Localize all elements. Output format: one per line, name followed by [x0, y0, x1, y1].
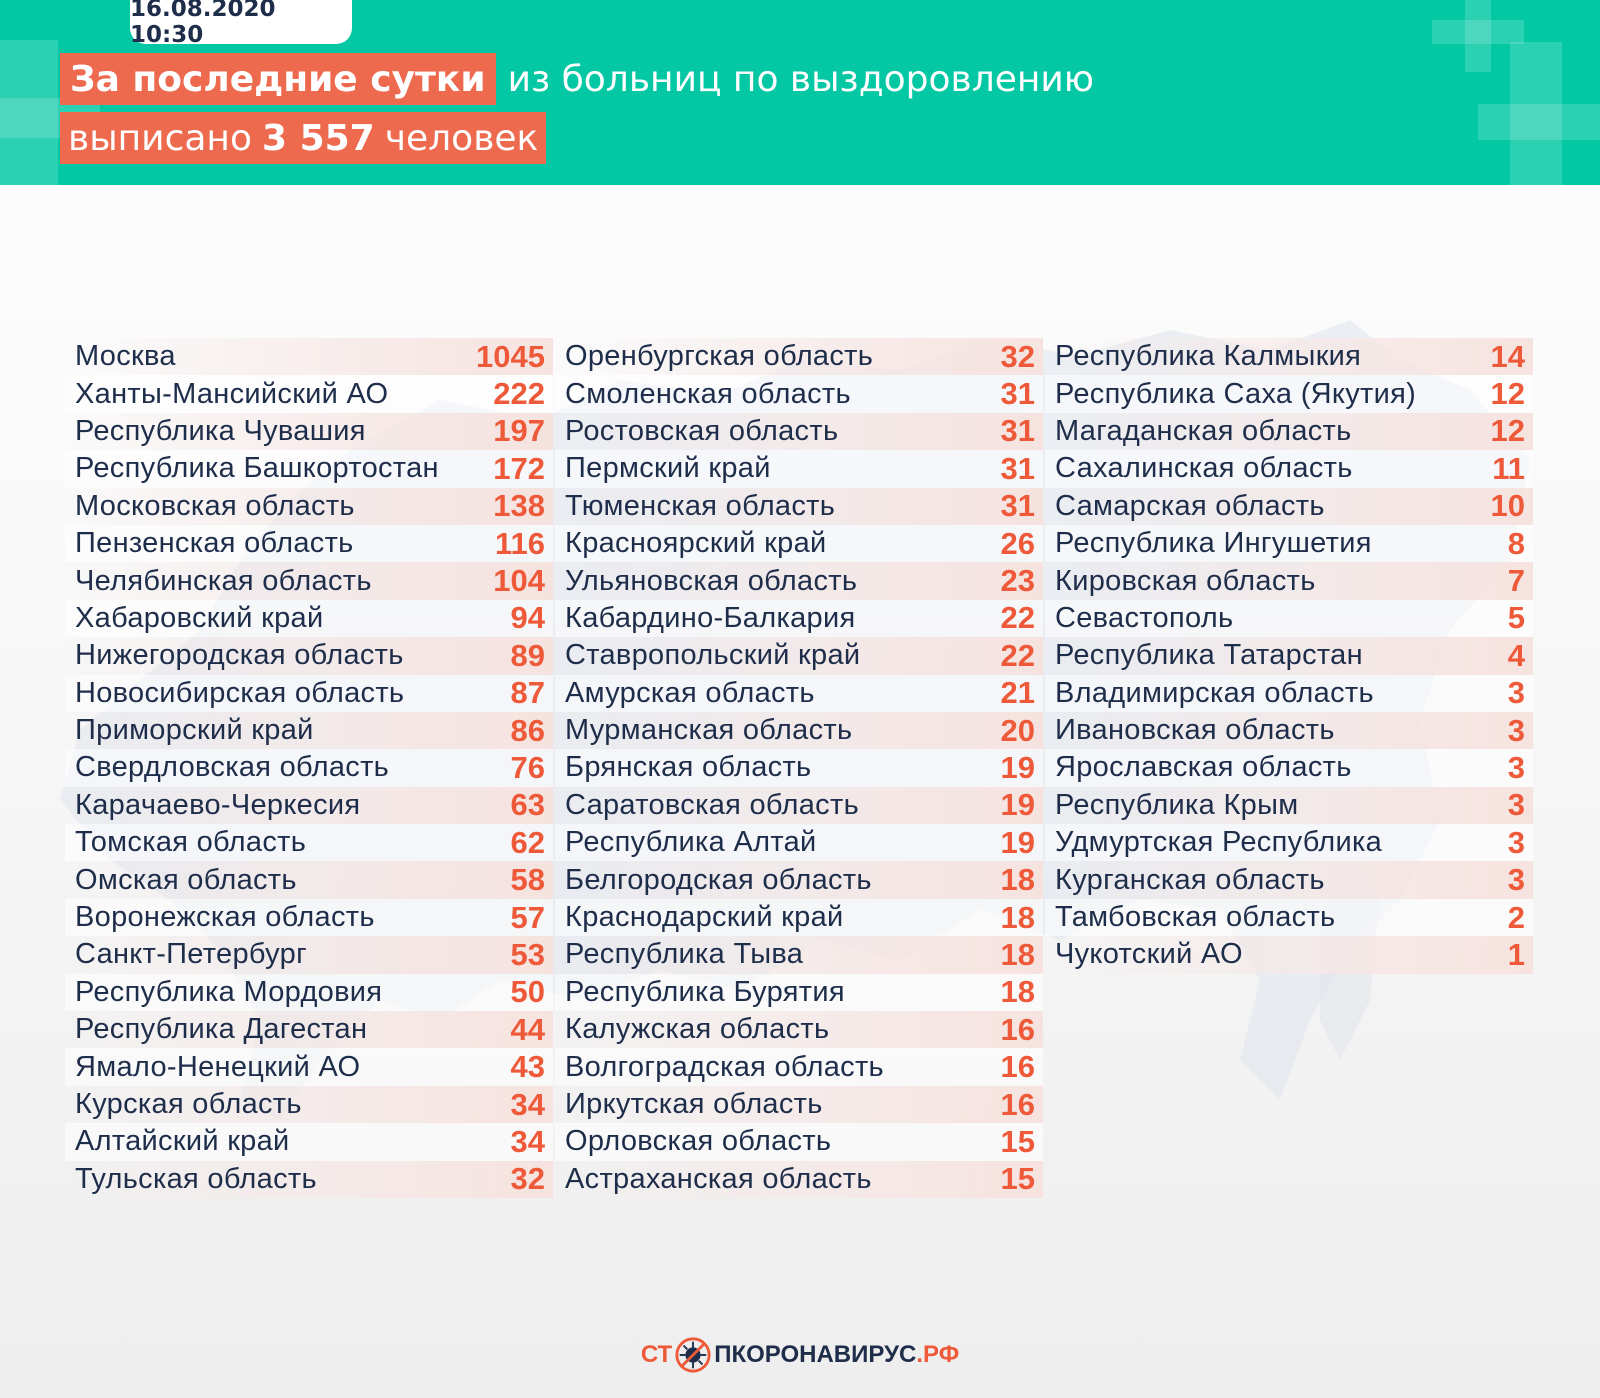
region-name: Свердловская область [75, 751, 390, 784]
regions-column-1 [65, 338, 553, 1198]
region-count: 14 [1490, 338, 1525, 374]
region-row [555, 787, 1043, 824]
region-count: 26 [1000, 525, 1035, 561]
region-row [555, 1011, 1043, 1048]
region-name: Воронежская область [75, 901, 375, 934]
region-row [65, 1011, 553, 1048]
decorative-cross [1432, 20, 1524, 44]
region-row [1045, 525, 1533, 562]
regions-column-3 [1045, 338, 1533, 974]
region-count: 22 [1000, 637, 1035, 673]
title-highlight-text: За последние сутки [70, 58, 486, 100]
region-count: 76 [510, 749, 545, 785]
region-row [65, 899, 553, 936]
region-count: 3 [1507, 712, 1525, 748]
region-row [555, 1048, 1043, 1085]
region-row [555, 1161, 1043, 1198]
region-count: 138 [493, 488, 545, 524]
region-row [1045, 637, 1533, 674]
region-row [1045, 712, 1533, 749]
region-row [65, 1086, 553, 1123]
region-row [65, 749, 553, 786]
region-name: Республика Татарстан [1055, 639, 1363, 672]
region-count: 116 [494, 525, 545, 561]
region-row [555, 712, 1043, 749]
region-row [1045, 936, 1533, 973]
region-count: 18 [1000, 899, 1035, 935]
region-count: 16 [1000, 1086, 1035, 1122]
region-row [65, 600, 553, 637]
region-name: Кабардино-Балкария [565, 601, 856, 634]
region-count: 50 [510, 974, 545, 1010]
region-count: 3 [1507, 675, 1525, 711]
region-name: Севастополь [1055, 601, 1234, 634]
region-row [555, 1123, 1043, 1160]
region-count: 3 [1507, 862, 1525, 898]
region-name: Челябинская область [75, 564, 372, 597]
region-row [1045, 450, 1533, 487]
region-name: Карачаево-Черкесия [75, 788, 361, 821]
region-name: Московская область [75, 489, 355, 522]
region-row [1045, 861, 1533, 898]
region-row [1045, 562, 1533, 599]
region-name: Сахалинская область [1055, 452, 1353, 485]
region-name: Республика Ингушетия [1055, 527, 1372, 560]
region-row [65, 824, 553, 861]
region-name: Волгоградская область [565, 1050, 884, 1083]
region-row [555, 637, 1043, 674]
region-count: 172 [493, 450, 545, 486]
region-row [65, 488, 553, 525]
region-name: Брянская область [565, 751, 812, 784]
region-name: Орловская область [565, 1125, 832, 1158]
region-row [555, 936, 1043, 973]
region-name: Республика Крым [1055, 788, 1299, 821]
region-count: 12 [1490, 413, 1525, 449]
region-row [555, 525, 1043, 562]
region-name: Тульская область [75, 1162, 317, 1195]
region-count: 23 [1000, 563, 1035, 599]
region-name: Самарская область [1055, 489, 1325, 522]
region-name: Мурманская область [565, 714, 853, 747]
region-row [555, 488, 1043, 525]
region-count: 31 [1000, 376, 1035, 412]
region-name: Тюменская область [565, 489, 836, 522]
region-name: Курганская область [1055, 863, 1325, 896]
region-row [1045, 600, 1533, 637]
region-count: 8 [1507, 525, 1525, 561]
region-name: Калужская область [565, 1013, 830, 1046]
region-row [1045, 824, 1533, 861]
region-count: 10 [1490, 488, 1525, 524]
region-name: Магаданская область [1055, 414, 1352, 447]
region-count: 12 [1490, 376, 1525, 412]
decorative-cross [1478, 104, 1600, 140]
logo-part-3: .РФ [916, 1341, 960, 1368]
region-name: Ямало-Ненецкий АО [75, 1050, 361, 1083]
region-name: Республика Чувашия [75, 414, 366, 447]
region-name: Республика Саха (Якутия) [1055, 377, 1417, 410]
region-count: 86 [510, 712, 545, 748]
title-line-1 [60, 53, 1094, 105]
region-name: Ростовская область [565, 414, 839, 447]
region-count: 19 [1000, 824, 1035, 860]
region-row [555, 749, 1043, 786]
region-name: Краснодарский край [565, 901, 844, 934]
region-name: Нижегородская область [75, 639, 404, 672]
region-name: Хабаровский край [75, 601, 324, 634]
region-name: Красноярский край [565, 527, 827, 560]
region-count: 18 [1000, 862, 1035, 898]
region-row [65, 787, 553, 824]
region-count: 43 [510, 1049, 545, 1085]
region-name: Владимирская область [1055, 676, 1374, 709]
region-count: 16 [1000, 1011, 1035, 1047]
region-count: 2 [1507, 899, 1525, 935]
region-count: 1045 [476, 338, 545, 374]
region-name: Удмуртская Республика [1055, 826, 1383, 859]
region-name: Ивановская область [1055, 714, 1335, 747]
region-count: 3 [1507, 824, 1525, 860]
region-count: 1 [1507, 936, 1525, 972]
logo-part-1: СТ [640, 1341, 673, 1368]
total-before: выписано [68, 117, 252, 159]
region-row [555, 1086, 1043, 1123]
region-count: 32 [510, 1161, 545, 1197]
region-row [1045, 338, 1533, 375]
region-row [65, 974, 553, 1011]
regions-column-2 [555, 338, 1043, 1198]
region-name: Пензенская область [75, 527, 354, 560]
region-name: Саратовская область [565, 788, 859, 821]
region-count: 15 [1000, 1123, 1035, 1159]
region-count: 3 [1507, 787, 1525, 823]
total-after: человек [384, 117, 539, 159]
region-row [555, 413, 1043, 450]
region-count: 20 [1000, 712, 1035, 748]
region-name: Ханты-Мансийский АО [75, 377, 389, 410]
region-count: 19 [1000, 787, 1035, 823]
region-name: Оренбургская область [565, 340, 874, 373]
region-count: 62 [510, 824, 545, 860]
region-name: Ставропольский край [565, 639, 861, 672]
region-name: Смоленская область [565, 377, 851, 410]
region-row [65, 675, 553, 712]
region-name: Алтайский край [75, 1125, 290, 1158]
region-row [65, 562, 553, 599]
total-number: 3 557 [262, 117, 375, 159]
region-count: 94 [510, 600, 545, 636]
region-name: Приморский край [75, 714, 314, 747]
region-name: Томская область [75, 826, 307, 859]
region-row [65, 637, 553, 674]
date-text: 16.08.2020 10:30 [130, 0, 276, 48]
region-row [1045, 675, 1533, 712]
region-row [555, 338, 1043, 375]
region-count: 34 [510, 1123, 545, 1159]
region-row [555, 600, 1043, 637]
region-count: 4 [1507, 637, 1525, 673]
region-row [555, 450, 1043, 487]
region-count: 32 [1000, 338, 1035, 374]
region-row [65, 413, 553, 450]
region-name: Тамбовская область [1055, 901, 1336, 934]
region-name: Курская область [75, 1088, 302, 1120]
header-banner [0, 0, 1600, 185]
region-name: Республика Калмыкия [1055, 340, 1362, 373]
region-count: 31 [1000, 413, 1035, 449]
title-line-2 [60, 112, 546, 164]
total-highlight [60, 112, 546, 164]
region-row [65, 375, 553, 412]
region-row [555, 824, 1043, 861]
region-name: Кировская область [1055, 564, 1316, 597]
region-count: 31 [1000, 450, 1035, 486]
region-row [65, 525, 553, 562]
region-name: Белгородская область [565, 863, 872, 896]
region-row [65, 1048, 553, 1085]
virus-icon [674, 1336, 712, 1374]
region-name: Астраханская область [565, 1162, 872, 1195]
region-row [555, 375, 1043, 412]
region-count: 21 [1000, 675, 1035, 711]
region-row [555, 562, 1043, 599]
region-count: 63 [510, 787, 545, 823]
region-row [1045, 899, 1533, 936]
region-count: 11 [1492, 450, 1525, 486]
region-name: Москва [75, 340, 176, 373]
region-name: Амурская область [565, 676, 815, 709]
region-row [555, 974, 1043, 1011]
region-row [65, 1161, 553, 1198]
region-count: 34 [510, 1086, 545, 1122]
region-count: 31 [1000, 488, 1035, 524]
region-row [555, 861, 1043, 898]
region-count: 53 [510, 936, 545, 972]
region-name: Республика Алтай [565, 826, 817, 859]
region-row [1045, 413, 1533, 450]
region-row [1045, 375, 1533, 412]
region-name: Санкт-Петербург [75, 938, 307, 971]
region-row [65, 936, 553, 973]
region-count: 57 [510, 899, 545, 935]
region-count: 44 [510, 1011, 545, 1047]
logo-part-2: ПКОРОНАВИРУС [714, 1341, 917, 1368]
region-count: 87 [510, 675, 545, 711]
region-count: 5 [1507, 600, 1525, 636]
title-highlight [60, 53, 496, 105]
region-name: Республика Бурятия [565, 975, 845, 1008]
region-row [65, 450, 553, 487]
region-count: 16 [1000, 1049, 1035, 1085]
region-count: 104 [493, 563, 545, 599]
region-count: 7 [1507, 563, 1525, 599]
stopcoronavirus-logo[interactable] [0, 1332, 1600, 1378]
region-row [1045, 749, 1533, 786]
region-name: Пермский край [565, 452, 771, 485]
region-row [65, 712, 553, 749]
region-count: 19 [1000, 749, 1035, 785]
date-tab [130, 0, 352, 48]
region-count: 18 [1000, 936, 1035, 972]
region-name: Республика Тыва [565, 938, 804, 971]
region-name: Республика Дагестан [75, 1013, 368, 1046]
region-count: 22 [1000, 600, 1035, 636]
region-count: 222 [493, 376, 545, 412]
region-row [555, 899, 1043, 936]
region-row [65, 861, 553, 898]
region-name: Ульяновская область [565, 564, 858, 597]
title-rest: из больниц по выздоровлению [507, 58, 1095, 100]
region-name: Иркутская область [565, 1088, 823, 1120]
region-row [1045, 787, 1533, 824]
region-count: 89 [510, 637, 545, 673]
region-count: 197 [493, 413, 545, 449]
region-count: 18 [1000, 974, 1035, 1010]
region-name: Омская область [75, 863, 297, 896]
region-row [555, 675, 1043, 712]
region-name: Ярославская область [1055, 751, 1352, 784]
region-name: Республика Мордовия [75, 975, 383, 1008]
region-row [65, 1123, 553, 1160]
region-count: 58 [510, 862, 545, 898]
region-name: Чукотский АО [1055, 938, 1243, 971]
region-row [65, 338, 553, 375]
region-name: Новосибирская область [75, 676, 405, 709]
region-count: 3 [1507, 749, 1525, 785]
region-name: Республика Башкортостан [75, 452, 439, 485]
region-count: 15 [1000, 1161, 1035, 1197]
region-row [1045, 488, 1533, 525]
